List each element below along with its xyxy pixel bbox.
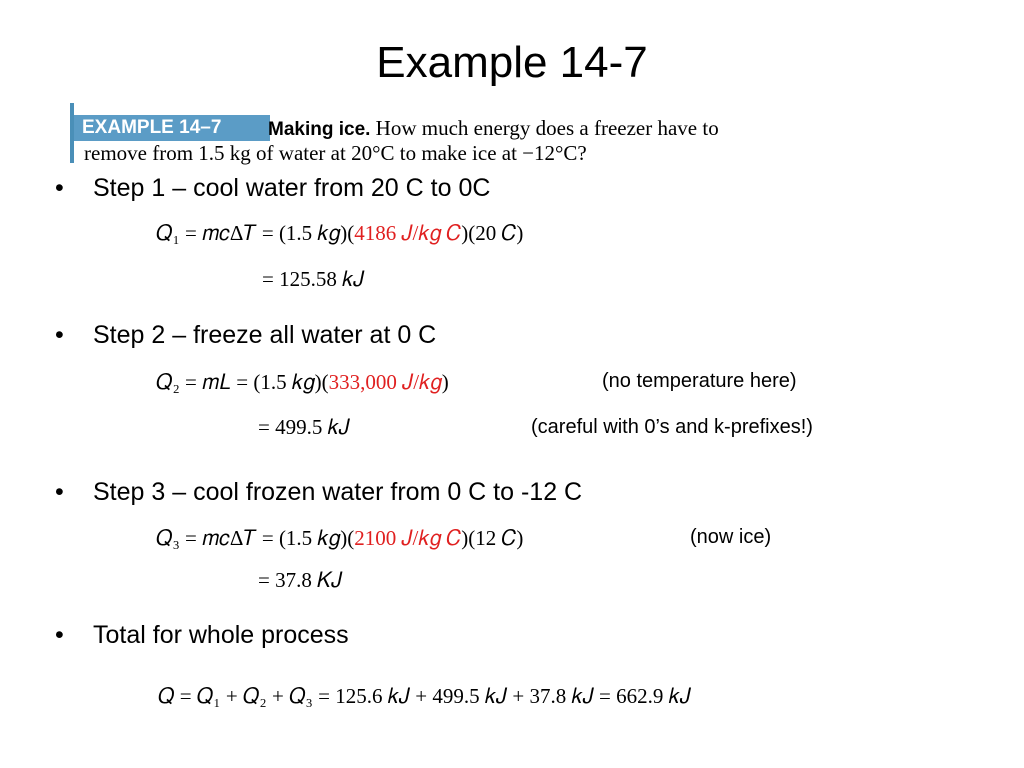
slide-title: Example 14-7 bbox=[376, 38, 648, 87]
step-3-note: (now ice) bbox=[690, 526, 772, 548]
total-text: Total for whole process bbox=[93, 621, 349, 649]
step-2-note: (no temperature here) bbox=[602, 370, 797, 392]
total-bullet bbox=[55, 620, 349, 650]
step-2-equation bbox=[156, 369, 449, 395]
q3-symbol: 𝑄₃ bbox=[156, 526, 180, 550]
specific-heat-water: 4186 𝐽/𝑘𝑔 𝐶 bbox=[354, 221, 462, 245]
step-1-eq-left: = 𝑚𝑐Δ𝑇 = (1.5 𝑘𝑔)( bbox=[185, 221, 355, 245]
bullet-marker: • bbox=[55, 174, 64, 202]
total-equation: 𝑄 = 𝑄₁ + 𝑄₂ + 𝑄₃ = 125.6 𝑘𝐽 + 499.5 𝑘𝐽 + 37.8 𝑘𝐽 = 662.9 𝑘𝐽 bbox=[158, 684, 691, 708]
step-3-eq-left: = 𝑚𝑐Δ𝑇 = (1.5 𝑘𝑔)( bbox=[185, 526, 355, 550]
step-1-text: Step 1 – cool water from 20 C to 0C bbox=[93, 174, 491, 202]
problem-text: How much energy does a freezer have to bbox=[375, 116, 719, 140]
problem-heading: Making ice. bbox=[268, 119, 371, 140]
problem-statement-line-2: remove from 1.5 kg of water at 20°C to make ice at −12°C? bbox=[84, 141, 587, 165]
example-banner bbox=[70, 103, 810, 163]
bullet-marker: • bbox=[55, 478, 64, 506]
step-1-eq-right: )(20 𝐶) bbox=[461, 221, 524, 245]
step-2-eq-right: ) bbox=[441, 370, 449, 394]
problem-statement-line-1 bbox=[268, 115, 719, 143]
specific-heat-ice: 2100 𝐽/𝑘𝑔 𝐶 bbox=[354, 526, 462, 550]
bullet-marker: • bbox=[55, 621, 64, 649]
step-1-bullet bbox=[55, 173, 490, 203]
example-tag: EXAMPLE 14–7 bbox=[74, 115, 270, 141]
step-1-equation bbox=[156, 220, 523, 246]
bullet-marker: • bbox=[55, 321, 64, 349]
step-1-result: = 125.58 𝑘𝐽 bbox=[262, 267, 365, 291]
step-2-warning-note: (careful with 0’s and k-prefixes!) bbox=[531, 416, 813, 438]
step-3-result: = 37.8 𝐾𝐽 bbox=[258, 568, 343, 592]
step-3-equation bbox=[156, 525, 523, 551]
step-3-text: Step 3 – cool frozen water from 0 C to -12 C bbox=[93, 478, 583, 506]
step-2-text: Step 2 – freeze all water at 0 C bbox=[93, 321, 437, 349]
step-2-eq-left: = 𝑚𝐿 = (1.5 𝑘𝑔)( bbox=[185, 370, 329, 394]
step-3-eq-right: )(12 𝐶) bbox=[461, 526, 524, 550]
q1-symbol: 𝑄₁ bbox=[156, 221, 180, 245]
step-2-bullet bbox=[55, 320, 436, 350]
step-3-bullet bbox=[55, 477, 582, 507]
latent-heat-fusion: 333,000 𝐽/𝑘𝑔 bbox=[328, 370, 442, 394]
q2-symbol: 𝑄₂ bbox=[156, 370, 180, 394]
step-2-result: = 499.5 𝑘𝐽 bbox=[258, 415, 350, 439]
